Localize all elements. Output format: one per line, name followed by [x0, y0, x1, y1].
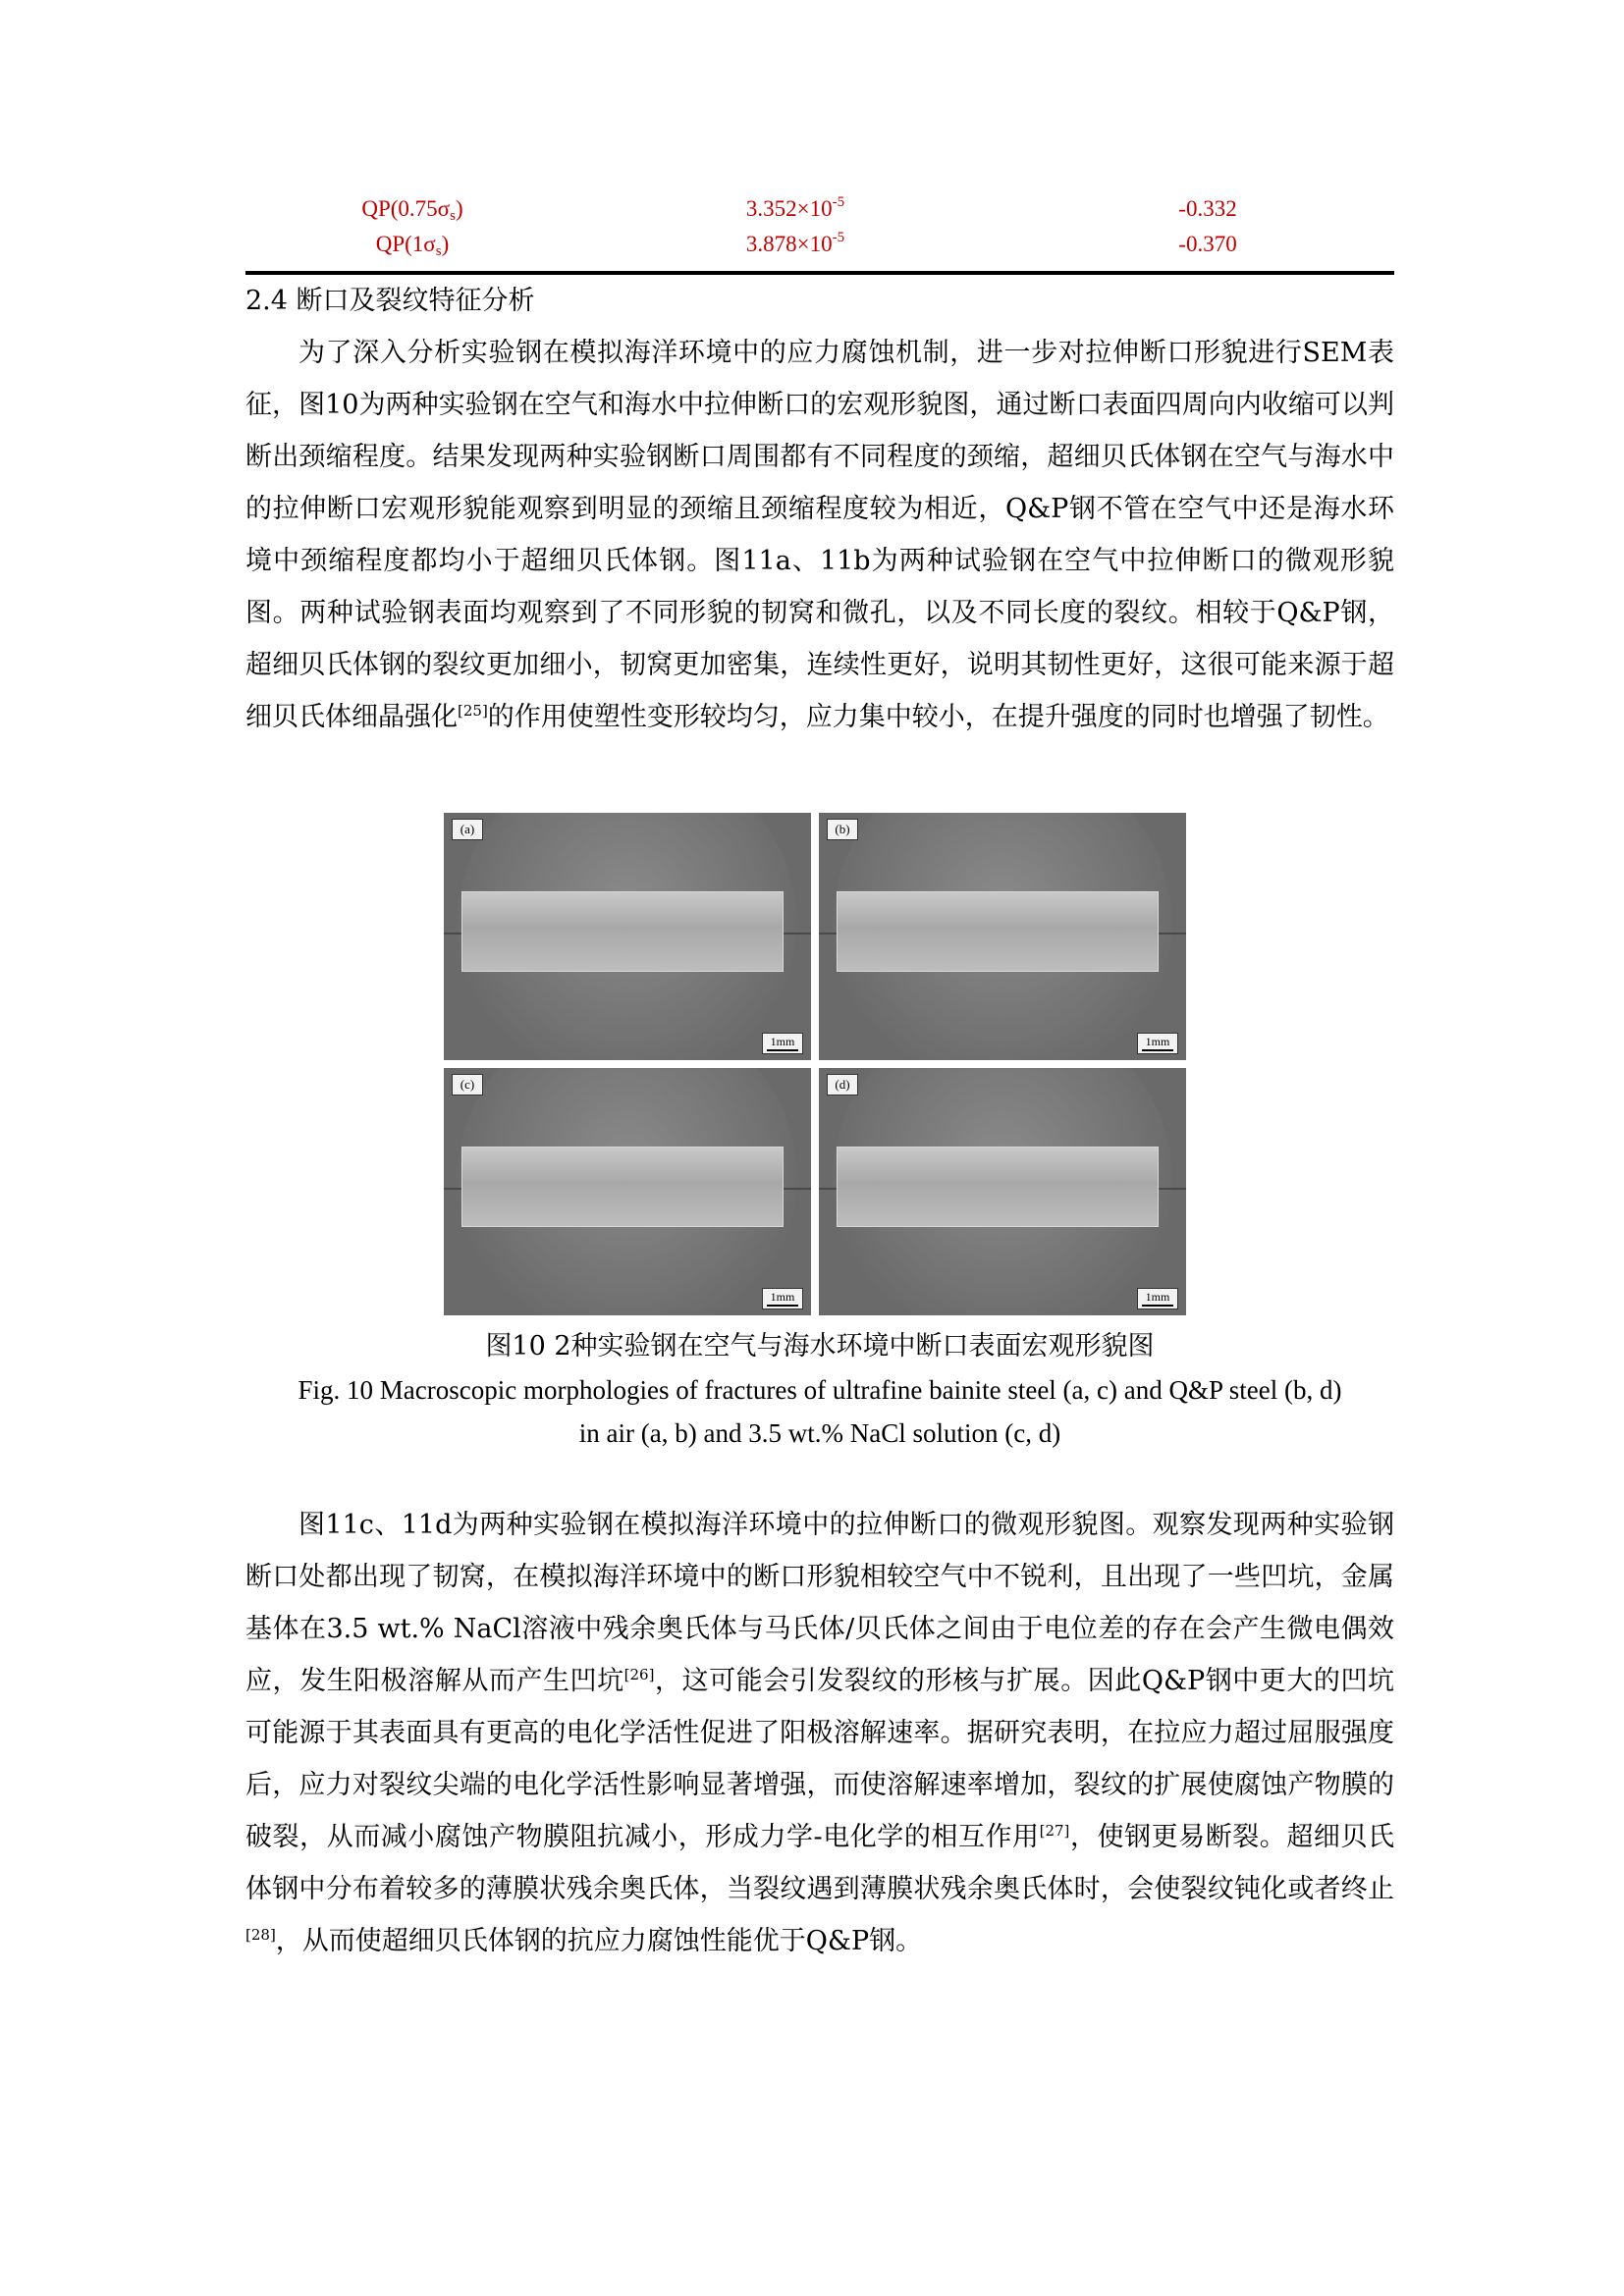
citation: [25] [458, 702, 488, 720]
body-paragraph-2: 图11c、11d为两种实验钢在模拟海洋环境中的拉伸断口的微观形貌图。观察发现两种实验钢断口处都出现了韧窝，在模拟海洋环境中的断口形貌相较空气中不锐利，且出现了一些凹坑，金属基体在3.5 wt.% NaCl溶液中残余奥氏体与马氏体/贝氏体之间由于电位差的存在会产生微电偶效应，发生阳极溶解从而产生凹坑[26]，这可能会引发裂纹的形核与扩展。因此Q&P钢中更大的凹坑可能源于其表面具有更高的电化学活性促进了阳极溶解速率。据研究表明，在拉应力超过屈服强度后，应力对裂纹尖端的电化学活性影响显著增强，而使溶解速率增加，裂纹的扩展使腐蚀产物膜的破裂，从而减小腐蚀产物膜阻抗减小，形成力学-电化学的相互作用[27]，使钢更易断裂。超细贝氏体钢中分布着较多的薄膜状残余奥氏体，当裂纹遇到薄膜状残余奥氏体时，会使裂纹钝化或者终止[28]，从而使超细贝氏体钢的抗应力腐蚀性能优于Q&P钢。 [245, 1510, 1394, 1956]
citation: [27] [1039, 1822, 1070, 1840]
micrograph-panel-a [444, 813, 811, 1060]
table-bottom-rule [245, 271, 1394, 275]
panel-label: (a) [452, 819, 483, 840]
scale-bar: 1mm [1137, 1033, 1178, 1054]
figure-caption-chinese: 图10 2种实验钢在空气与海水环境中断口表面宏观形貌图 [485, 1331, 1155, 1362]
sample-label: $QP(0.75\sigma_s)$ [361, 196, 463, 224]
section-heading: 2.4 断口及裂纹特征分析 [245, 286, 535, 316]
scale-bar: 1mm [762, 1288, 803, 1309]
coefficient-value: $3.352\times 10^{-5}$ [745, 194, 845, 221]
panel-label: (b) [827, 819, 858, 840]
panel-label: (d) [827, 1074, 858, 1095]
coefficient-value: $3.878\times 10^{-5}$ [745, 230, 845, 256]
figure-10 [444, 813, 1190, 1323]
figure-caption-english: Fig. 10 Macroscopic morphologies of fractures of ultrafine bainite steel (a, c) and Q&P steel (b, d) in air (a, b) and 3.5 wt.% NaCl solution (c, d) [298, 1375, 1342, 1448]
table-row [245, 232, 1394, 265]
micrograph-panel-d [819, 1068, 1186, 1315]
table-value: -0.332 [1178, 196, 1237, 221]
citation: [26] [623, 1666, 655, 1683]
table-value: -0.370 [1178, 232, 1237, 256]
scale-bar: 1mm [1137, 1288, 1178, 1309]
scale-bar: 1mm [762, 1033, 803, 1054]
table-row [245, 196, 1394, 230]
body-paragraph-1: 为了深入分析实验钢在模拟海洋环境中的应力腐蚀机制，进一步对拉伸断口形貌进行SEM表征，图10为两种实验钢在空气和海水中拉伸断口的宏观形貌图，通过断口表面四周向内收缩可以判断出颈缩程度。结果发现两种实验钢断口周围都有不同程度的颈缩，超细贝氏体钢在空气与海水中的拉伸断口宏观形貌能观察到明显的颈缩且颈缩程度较为相近，Q&P钢不管在空气中还是海水环境中颈缩程度都均小于超细贝氏体钢。图11a、11b为两种试验钢在空气中拉伸断口的微观形貌图。两种试验钢表面均观察到了不同形貌的韧窝和微孔，以及不同长度的裂纹。相较于Q&P钢，超细贝氏体钢的裂纹更加细小，韧窝更加密集，连续性更好，说明其韧性更好，这很可能来源于超细贝氏体细晶强化[25]的作用使塑性变形较均匀，应力集中较小，在提升强度的同时也增强了韧性。 [245, 338, 1394, 732]
micrograph-panel-b [819, 813, 1186, 1060]
panel-label: (c) [452, 1074, 483, 1095]
citation: [28] [245, 1926, 276, 1944]
micrograph-panel-c [444, 1068, 811, 1315]
sample-label: $QP(1\sigma_s)$ [375, 232, 450, 259]
